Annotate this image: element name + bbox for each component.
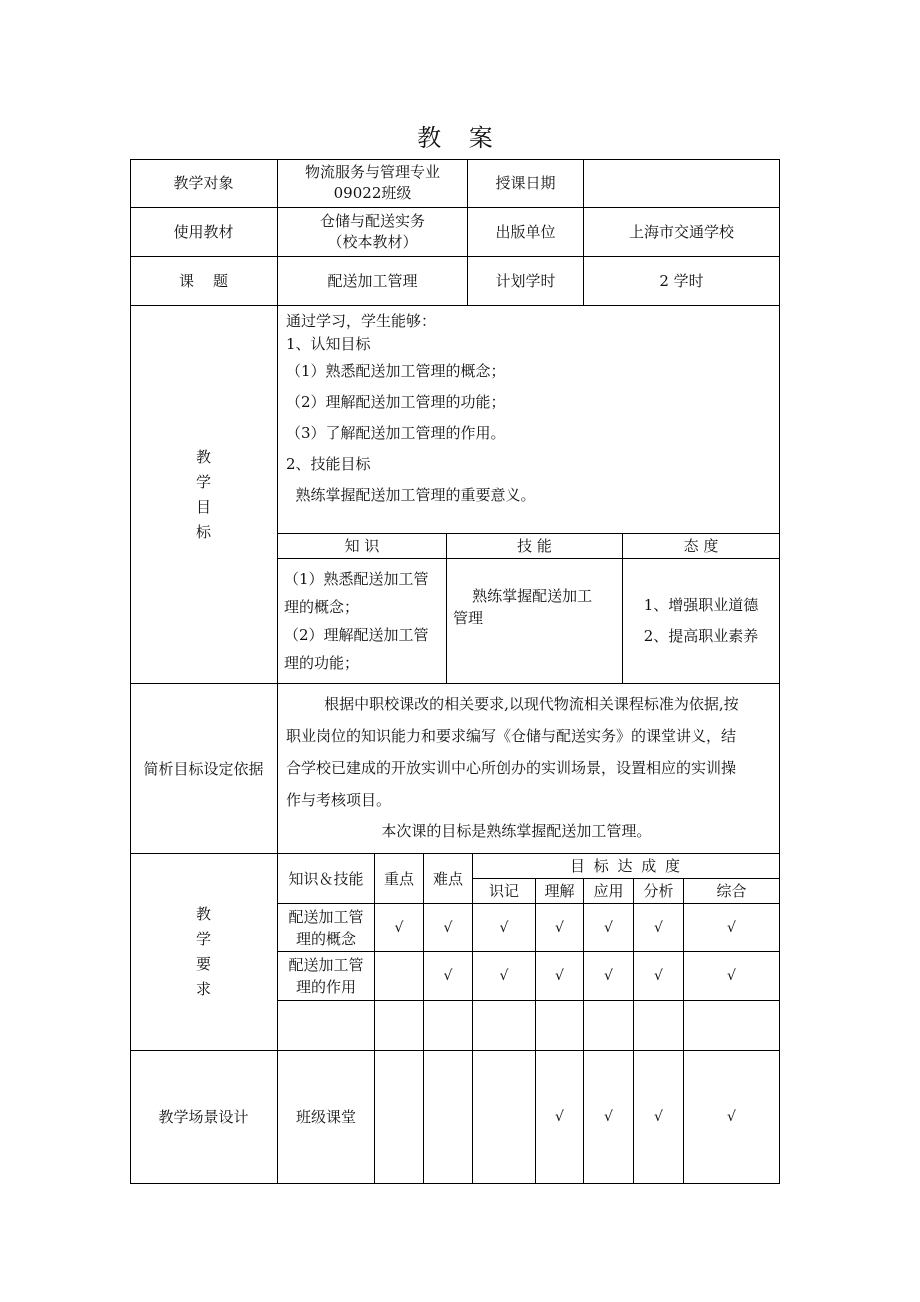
level-header-analyze: 分析	[634, 879, 684, 904]
requirements-label-char: 求	[195, 980, 211, 998]
objective-line: （2）理解配送加工管理的功能；	[286, 393, 506, 411]
check-mark	[473, 1051, 536, 1184]
check-mark: √	[536, 1051, 584, 1184]
textbook-label: 使用教材	[130, 208, 278, 257]
check-mark: √	[375, 904, 424, 952]
attitude-line: 1、增强职业道德	[643, 596, 759, 614]
basis-line: 职业岗位的知识能力和要求编写《仓储与配送实务》的课堂讲义，结	[286, 727, 737, 745]
hours-label: 计划学时	[468, 257, 584, 306]
check-mark	[375, 952, 424, 1001]
level-header-understand: 理解	[536, 879, 584, 904]
level-header-recall: 识记	[473, 879, 536, 904]
scene-label: 教学场景设计	[130, 1051, 278, 1184]
objective-line: 1、认知目标	[286, 335, 371, 353]
check-mark	[536, 1001, 584, 1051]
check-mark: √	[684, 1051, 780, 1184]
achievement-group-header: 目 标 达 成 度	[473, 854, 780, 879]
check-mark: √	[473, 952, 536, 1001]
check-mark: √	[536, 952, 584, 1001]
objectives-text	[278, 306, 780, 534]
difficult-point-header: 难点	[424, 854, 473, 904]
target-value	[278, 159, 468, 208]
target-value-line1: 物流服务与管理专业	[304, 163, 440, 181]
requirements-label-char: 要	[195, 955, 211, 973]
check-mark: √	[424, 952, 473, 1001]
scene-value: 班级课堂	[278, 1051, 375, 1184]
objectives-label-char: 学	[195, 472, 211, 491]
requirements-label-char: 教	[195, 905, 211, 923]
knowledge-line: 理的功能；	[284, 654, 360, 672]
check-mark: √	[424, 904, 473, 952]
objective-line: 通过学习，学生能够：	[286, 312, 437, 330]
skill-line: 熟练掌握配送加工	[453, 587, 593, 605]
check-mark	[424, 1051, 473, 1184]
check-mark: √	[634, 904, 684, 952]
date-label: 授课日期	[468, 159, 584, 208]
attitude-header: 态 度	[623, 534, 780, 559]
knowledge-header: 知 识	[278, 534, 447, 559]
attitude-line: 2、提高职业素养	[643, 627, 759, 645]
req-row-name	[278, 952, 375, 1001]
req-row-name-line: 理的概念	[295, 929, 356, 948]
objectives-label	[130, 306, 278, 684]
page-title: 教 案	[417, 124, 503, 152]
publisher-value: 上海市交通学校	[584, 208, 780, 257]
key-point-header: 重点	[375, 854, 424, 904]
textbook-value-line2: （校本教材）	[327, 233, 418, 251]
knowledge-line: （1）熟悉配送加工管	[284, 570, 429, 588]
basis-line: 合学校已建成的开放实训中心所创办的实训场景，设置相应的实训操	[286, 759, 737, 777]
check-mark: √	[473, 904, 536, 952]
level-header-apply: 应用	[584, 879, 634, 904]
knowledge-line: （2）理解配送加工管	[284, 626, 429, 644]
level-header-synthesize: 综合	[684, 879, 780, 904]
topic-label: 课 题	[130, 257, 278, 306]
objectives-label-char: 教	[195, 447, 211, 466]
objectives-label-char: 目	[195, 497, 211, 516]
check-mark: √	[584, 904, 634, 952]
target-value-line2: 09022班级	[333, 184, 412, 202]
basis-line: 本次课的目标是熟练掌握配送加工管理。	[286, 822, 652, 840]
check-mark	[473, 1001, 536, 1051]
req-row-name	[278, 904, 375, 952]
objective-line: （1）熟悉配送加工管理的概念；	[286, 362, 506, 380]
req-row-name	[278, 1001, 375, 1051]
check-mark	[375, 1001, 424, 1051]
basis-line: 作与考核项目。	[286, 791, 392, 809]
hours-value: 2 学时	[584, 257, 780, 306]
check-mark: √	[584, 952, 634, 1001]
textbook-value	[278, 208, 468, 257]
basis-text	[278, 684, 780, 854]
objective-line: 2、技能目标	[286, 455, 371, 473]
lesson-plan-table	[130, 159, 780, 1184]
check-mark	[375, 1051, 424, 1184]
date-value	[584, 159, 780, 208]
check-mark: √	[634, 952, 684, 1001]
check-mark	[424, 1001, 473, 1051]
requirements-label	[130, 854, 278, 1051]
check-mark: √	[684, 904, 780, 952]
attitude-content	[623, 559, 780, 684]
target-label: 教学对象	[130, 159, 278, 208]
check-mark: √	[634, 1051, 684, 1184]
req-row-name-line: 理的作用	[295, 978, 356, 996]
basis-line: 根据中职校课改的相关要求,以现代物流相关课程标准为依据,按	[286, 695, 739, 713]
objectives-label-char: 标	[195, 522, 211, 541]
knowledge-line: 理的概念；	[284, 598, 360, 616]
check-mark	[684, 1001, 780, 1051]
knowledge-skill-header: 知识＆技能	[278, 854, 375, 904]
publisher-label: 出版单位	[468, 208, 584, 257]
check-mark: √	[584, 1051, 634, 1184]
req-row-name-line: 配送加工管	[288, 907, 364, 926]
check-mark: √	[536, 904, 584, 952]
objective-line: （3）了解配送加工管理的作用。	[286, 424, 506, 442]
check-mark: √	[684, 952, 780, 1001]
skill-header: 技 能	[447, 534, 623, 559]
topic-value: 配送加工管理	[278, 257, 468, 306]
check-mark	[584, 1001, 634, 1051]
requirements-label-char: 学	[195, 930, 211, 948]
req-row-name-line: 配送加工管	[288, 956, 364, 974]
check-mark	[634, 1001, 684, 1051]
objective-line: 熟练掌握配送加工管理的重要意义。	[286, 486, 536, 504]
skill-content	[447, 559, 623, 684]
knowledge-content	[278, 559, 447, 684]
basis-label: 简析目标设定依据	[130, 684, 278, 854]
skill-line: 管理	[453, 609, 484, 627]
textbook-value-line1: 仓储与配送实务	[319, 212, 425, 230]
